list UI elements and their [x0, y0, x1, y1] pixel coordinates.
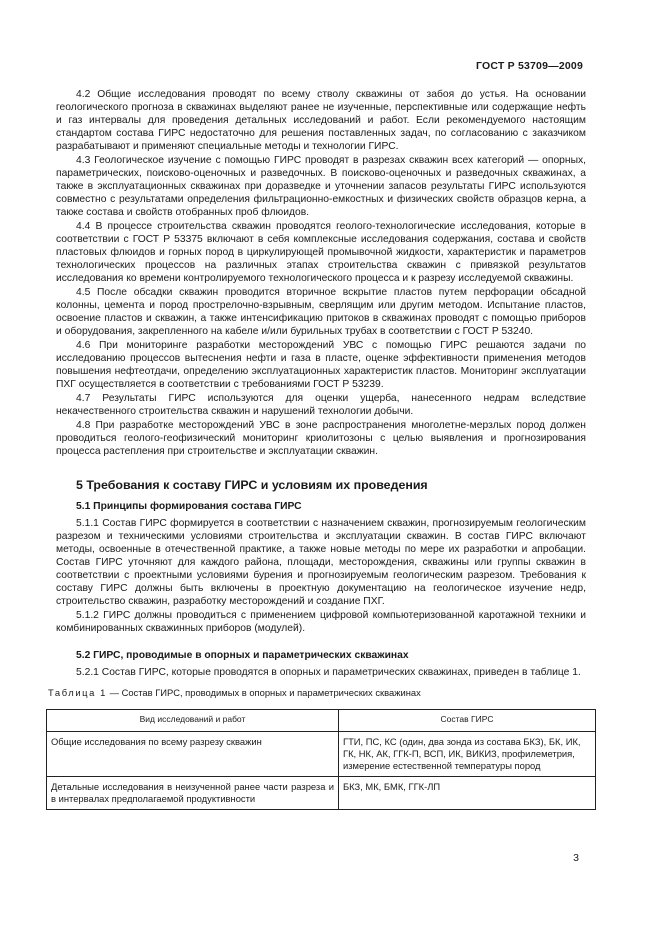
section-5-title: 5 Требования к составу ГИРС и условиям их проведения: [76, 478, 428, 492]
subsection-5-2-title: 5.2 ГИРС, проводимые в опорных и параметрических скважинах: [76, 650, 409, 661]
table-row: [47, 732, 596, 777]
paragraph-4-4: 4.4 В процессе строительства скважин проводятся геолого-технологические исследования, которые в соответствии с ГОСТ Р 53375 включают в себя комплексные исследования содержания, состава и свойств пластовых флюидов и горных пород в циркулирующей промывочной жидкости, характеристик и параметров технологических процессов на различных этапах строительства скважин с привязкой результатов исследования ко времени контролируемого технологического процесса и к разрезу исследуемой скважины.: [56, 221, 586, 284]
table-cell: Общие исследования по всему разрезу скважин: [47, 732, 339, 777]
paragraph-5-1-2: 5.1.2 ГИРС должны проводиться с применением цифровой компьютеризованной каротажной техники и комбинированных скважинных приборов (модулей).: [56, 610, 586, 634]
paragraph-5-2-1: 5.2.1 Состав ГИРС, которые проводятся в опорных и параметрических скважинах, приведен в таблице 1.: [76, 667, 581, 678]
table-header-cell: Состав ГИРС: [339, 710, 596, 732]
paragraph-4-2: 4.2 Общие исследования проводят по всему стволу скважины от забоя до устья. На основании геологического прогноза в скважинах выделяют ранее не изученные, перспективные или содержащие нефть и газ интервалы для проведения детальных исследований и работ. Если рекомендуемого настоящим стандартом состава ГИРС недостаточно для решения поставленных задач, по согласованию с заказчиком разрабатывают и применяют специальные методы и технологии ГИРС.: [56, 89, 586, 152]
subsection-5-1-title: 5.1 Принципы формирования состава ГИРС: [76, 501, 302, 512]
paragraph-4-7: 4.7 Результаты ГИРС используются для оценки ущерба, нанесенного недрам вследствие некачественного строительства скважин и нарушений технологии добычи.: [56, 393, 586, 417]
table-cell: БКЗ, МК, БМК, ГГК-ЛП: [339, 777, 596, 810]
table-caption-label: Таблица 1: [48, 687, 107, 698]
table-header-cell: Вид исследований и работ: [47, 710, 339, 732]
document-body: [48, 88, 586, 810]
table-caption: [48, 687, 586, 699]
paragraph-4-6: 4.6 При мониторинге разработки месторождений УВС с помощью ГИРС решаются задачи по исследованию процессов вытеснения нефти и газа в пласте, оценке эффективности применения методов повышения нефтеотдачи, определению эксплуатационных характеристик пластов. Мониторинг эксплуатации ПХГ осуществляется в соответствии с требованиями ГОСТ Р 53239.: [56, 340, 586, 390]
table-cell: Детальные исследования в неизученной ранее части разреза и в интервалах предполагаемой продуктивности: [47, 777, 339, 810]
standard-code: ГОСТ Р 53709—2009: [475, 60, 583, 72]
table-1: [46, 709, 596, 810]
paragraph-4-3: 4.3 Геологическое изучение с помощью ГИРС проводят в разрезах скважин всех категорий — опорных, параметрических, поисково-оценочных и разведочных. В поисково-оценочных и разведочных скважинах, а также в эксплуатационных скважинах при доразведке и уточнении запасов результаты ГИРС используются совместно с результатами определения фильтрационно-емкостных и физических свойств образцов керна, а также состава и свойств отобранных проб флюидов.: [56, 155, 586, 218]
page-number: 3: [573, 852, 579, 864]
paragraph-4-5: 4.5 После обсадки скважин проводится вторичное вскрытие пластов путем перфорации обсадной колонны, цемента и пород прострелочно-взрывным, сверлящим или другим методом. Испытание пластов, освоение пластов и скважин, а также интенсификацию притоков в скважинах проводят с помощью приборов и оборудования, закрепленного на кабеле и/или бурильных трубах в соответствии с ГОСТ Р 53240.: [56, 287, 586, 337]
table-header-row: [47, 710, 596, 732]
paragraph-4-8: 4.8 При разработке месторождений УВС в зоне распространения многолетне-мерзлых пород должен проводиться геолого-геофизический мониторинг криолитозоны с целью выявления и прогнозирования процесса растепления при строительстве и эксплуатации скважин.: [56, 420, 586, 457]
table-cell: ГТИ, ПС, КС (один, два зонда из состава БКЗ), БК, ИК, ГК, НК, АК, ГГК-П, ВСП, ИК, ВИКИЗ, профилеметрия, измерение естественной температуры пород: [339, 732, 596, 777]
table-caption-text: — Состав ГИРС, проводимых в опорных и параметрических скважинах: [106, 687, 421, 698]
table-row: [47, 777, 596, 810]
paragraph-5-1-1: 5.1.1 Состав ГИРС формируется в соответствии с назначением скважин, прогнозируемым геологическим разрезом и техническими условиями строительства и эксплуатации скважин. В состав ГИРС включают методы, освоенные в отечественной практике, а также новые методы по мере их разработки и апробации. Состав ГИРС уточняют для каждого района, площади, месторождения, скважины или группы скважин в соответствии с проектными условиями бурения и прогнозируемым геологическим разрезом. Требования к составу ГИРС должны быть включены в проектную документацию на геологическое изучение недр, строительство скважин, разработку месторождений и создание ПХГ.: [56, 518, 586, 607]
